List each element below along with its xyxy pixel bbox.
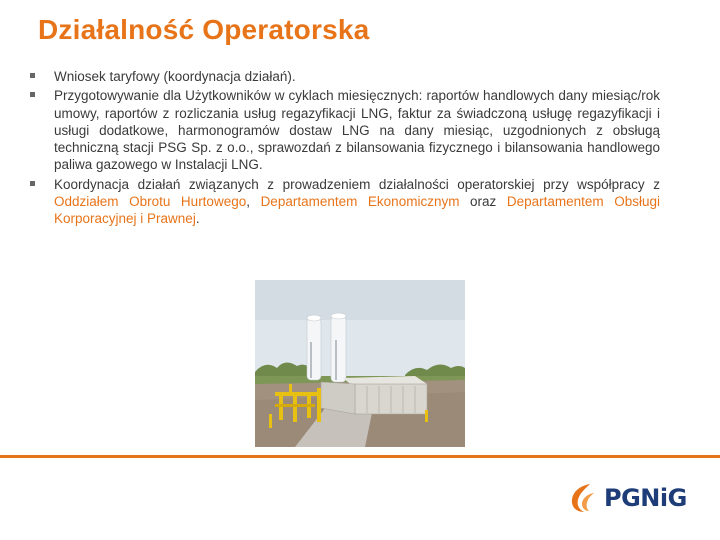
bullet-square-icon <box>30 73 35 78</box>
bullet-segment: Koordynacja działań związanych z prowadzeniem działalności operatorskiej przy współpracy z <box>54 176 660 192</box>
lng-station-illustration <box>255 280 465 447</box>
footer-divider <box>0 455 720 458</box>
department-link-text: Oddziałem Obrotu Hurtowego <box>54 194 247 210</box>
bullet-square-icon <box>30 181 35 186</box>
bullet-square-icon <box>30 92 35 97</box>
department-link-text: Departamentem Obsługi Korporacyjnej i Prawnej <box>54 194 660 227</box>
slide-title: Działalność Operatorska <box>38 14 370 45</box>
bullet-text <box>54 88 660 172</box>
bullet-segment: oraz <box>459 194 507 210</box>
bullet-segment: Przygotowywanie dla Użytkowników w cyklach miesięcznych: raportów handlowych dany miesiąc/rok umowy, raportów z rozliczania usług regazyfikacji LNG, faktur za świadczoną usługę regazyfikacji i usługi dodatkowe, harmonogramów dostaw LNG na dany miesiąc, uzgodnionych z obsługą techniczną stacji PSG Sp. z o.o., sprawozdań z bilansowania fizycznego i bilansowania handlowego paliwa gazowego w Instalacji LNG. <box>54 88 660 173</box>
bullet-text <box>54 177 660 227</box>
bullet-item <box>30 87 660 173</box>
pgnig-logo <box>568 478 688 518</box>
bullet-segment: . <box>195 211 200 227</box>
pgnig-flame-icon <box>568 481 598 515</box>
bullet-text <box>54 69 296 84</box>
lng-station-photo <box>255 280 465 447</box>
bullet-item <box>30 68 660 85</box>
bullet-segment: Wniosek taryfowy (koordynacja działań). <box>54 69 296 84</box>
bullet-list <box>30 68 660 230</box>
bullet-item <box>30 176 660 228</box>
logo-text: PGNiG <box>604 484 687 512</box>
department-link-text: Departamentem Ekonomicznym <box>260 194 460 210</box>
bullet-segment: , <box>246 194 261 210</box>
